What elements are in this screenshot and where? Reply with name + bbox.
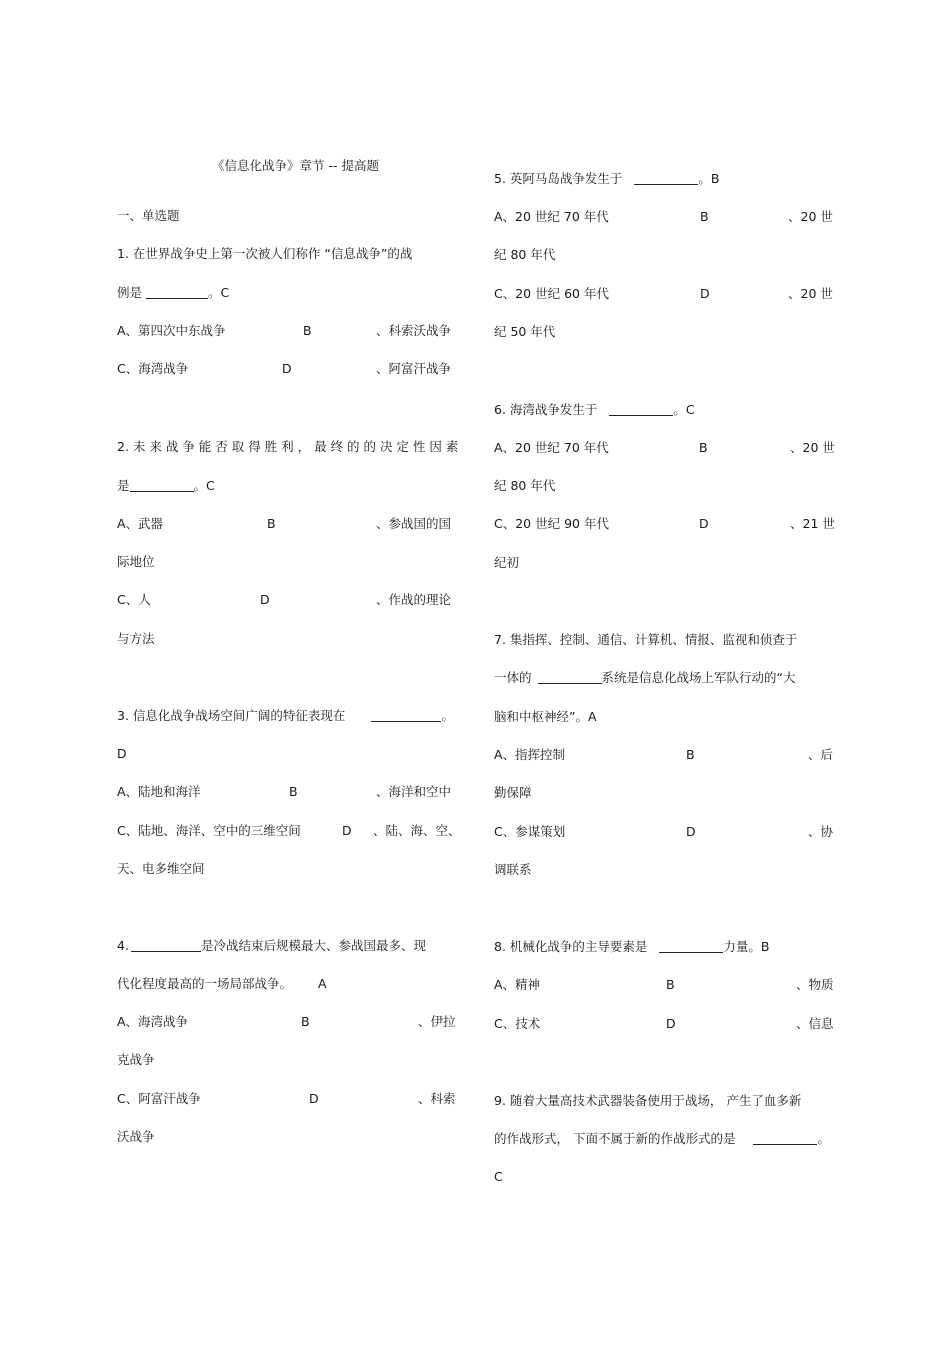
q7-option-c: C、参谋策划 [494,824,566,839]
q2-stem-post: 。C [193,478,215,493]
q5-option-b-letter: B [700,209,709,224]
q6-blank [609,403,673,416]
q2-option-b-letter: B [267,516,276,531]
q7-option-b-text: 、后 [808,747,834,762]
q7-blank [538,671,602,684]
q5-option-d-text: 、20 世 [788,286,833,301]
q7-stem-line1: 7. 集指挥、控制、通信、计算机、情报、监视和侦查于 [494,632,798,647]
q8-option-a: A、精神 [494,977,541,992]
q1-stem-line1: 1. 在世界战争史上第一次被人们称作 “信息战争”的战 [117,246,413,261]
q9-stem-line1: 9. 随着大量高技术武器装备使用于战场， 产生了血多新 [494,1093,802,1108]
q7-option-d-text: 、协 [808,824,834,839]
q6-option-d-letter: D [699,516,709,531]
q3-option-d-text: 、陆、海、空、 [373,823,461,838]
q5-option-c: C、20 世纪 60 年代 [494,286,609,301]
q1-stem-post: 。C [208,285,230,300]
q4-option-b-letter: B [301,1014,310,1029]
q1-option-a: A、第四次中东战争 [117,323,226,338]
q3-option-b-text: 、海洋和空中 [376,784,452,799]
q7-option-a: A、指挥控制 [494,747,566,762]
q6-option-d-text: 、21 世 [790,516,835,531]
q6-stem-post: 。C [673,402,695,417]
q2-option-b-cont: 际地位 [117,554,155,569]
q8-option-c: C、技术 [494,1016,541,1031]
q6-stem [494,402,695,418]
q5-option-b-cont: 纪 80 年代 [494,247,556,262]
q2-stem-line2 [117,478,215,494]
q2-stem-line1: 2. 未 来 战 争 能 否 取 得 胜 利 ， 最 终 的 的 决 定 性 因 素 [117,439,459,454]
q4-option-d-text: 、科索 [418,1091,456,1106]
q1-stem-pre: 例是 [117,285,143,300]
q4-option-c: C、阿富汗战争 [117,1091,201,1106]
q3-stem-line1 [117,708,454,724]
q8-stem-post: 力量。B [723,939,770,954]
q3-stem-post: 。 [441,708,454,723]
q4-option-d-letter: D [309,1091,319,1106]
q7-stem-post: 系统是信息化战场上军队行动的“大 [601,670,796,685]
q2-option-d-cont: 与方法 [117,631,155,646]
q1-option-d-letter: D [282,361,292,376]
q8-blank [659,940,723,953]
q4-stem-line1 [117,938,426,954]
q4-stem-line2: 代化程度最高的一场局部战争。 [117,976,293,991]
q8-stem [494,939,769,955]
q7-stem-line3: 脑和中枢神经”。A [494,709,597,724]
q9-answer: C [494,1169,503,1184]
q6-stem-pre: 6. 海湾战争发生于 [494,402,598,417]
q6-option-b-cont: 纪 80 年代 [494,478,556,493]
q7-option-d-letter: D [686,824,696,839]
q7-stem-pre: 一体的 [494,670,532,685]
q4-stem-post: 是冷战结束后规模最大、参战国最多、现 [200,938,426,953]
q8-option-d-text: 、信息 [796,1016,834,1031]
page-title: 《信息化战争》章节 -- 提高题 [212,158,379,173]
q5-stem-pre: 5. 英阿马岛战争发生于 [494,171,623,186]
q6-option-a: A、20 世纪 70 年代 [494,440,609,455]
q3-answer: D [117,746,127,761]
q2-option-d-letter: D [260,592,270,607]
q5-option-d-cont: 纪 50 年代 [494,324,556,339]
q9-stem-pre: 的作战形式， 下面不属于新的作战形式的是 [494,1131,736,1146]
q2-stem-pre: 是 [117,478,130,493]
q2-option-b-text: 、参战国的国 [376,516,452,531]
q7-stem-line2 [494,670,795,686]
q9-stem-post: 。 [817,1131,830,1146]
q4-option-d-cont: 沃战争 [117,1129,155,1144]
q4-stem-pre: 4. [117,938,129,953]
q5-option-a: A、20 世纪 70 年代 [494,209,609,224]
q7-option-d-cont: 调联系 [494,862,532,877]
q4-answer: A [318,976,327,991]
q2-option-a: A、武器 [117,516,164,531]
q1-stem-line2 [117,285,229,301]
q2-blank [130,479,194,492]
q6-option-d-cont: 纪初 [494,555,520,570]
q3-option-b-letter: B [289,784,298,799]
q1-option-c: C、海湾战争 [117,361,189,376]
q5-blank [634,172,698,185]
q5-option-d-letter: D [700,286,710,301]
q6-option-b-letter: B [699,440,708,455]
q2-option-d-text: 、作战的理论 [376,592,452,607]
q4-option-b-cont: 克战争 [117,1052,155,1067]
q1-option-d-text: 、阿富汗战争 [376,361,452,376]
q5-stem [494,171,719,187]
q3-option-a: A、陆地和海洋 [117,784,201,799]
q7-option-b-cont: 勤保障 [494,785,532,800]
q1-option-b-letter: B [303,323,312,338]
q5-option-b-text: 、20 世 [788,209,833,224]
q3-option-d-letter: D [342,823,352,838]
q5-stem-post: 。B [698,171,720,186]
q6-option-b-text: 、20 世 [790,440,835,455]
q8-stem-pre: 8. 机械化战争的主导要素是 [494,939,648,954]
q3-stem-pre: 3. 信息化战争战场空间广阔的特征表现在 [117,708,346,723]
q7-option-b-letter: B [686,747,695,762]
q1-option-b-text: 、科索沃战争 [376,323,452,338]
q3-option-c: C、陆地、海洋、空中的三维空间 [117,823,301,838]
q4-blank [131,939,201,952]
q9-blank [753,1132,817,1145]
q4-option-a: A、海湾战争 [117,1014,189,1029]
q8-option-b-letter: B [666,977,675,992]
q8-option-b-text: 、物质 [796,977,834,992]
q1-blank [146,286,208,299]
section-heading: 一、单选题 [117,208,180,223]
q8-option-d-letter: D [666,1016,676,1031]
q4-option-b-text: 、伊拉 [418,1014,456,1029]
q3-option-d-cont: 天、电多维空间 [117,861,205,876]
q6-option-c: C、20 世纪 90 年代 [494,516,609,531]
q2-option-c: C、人 [117,592,151,607]
q3-blank [371,709,441,722]
q9-stem-line2 [494,1131,830,1147]
